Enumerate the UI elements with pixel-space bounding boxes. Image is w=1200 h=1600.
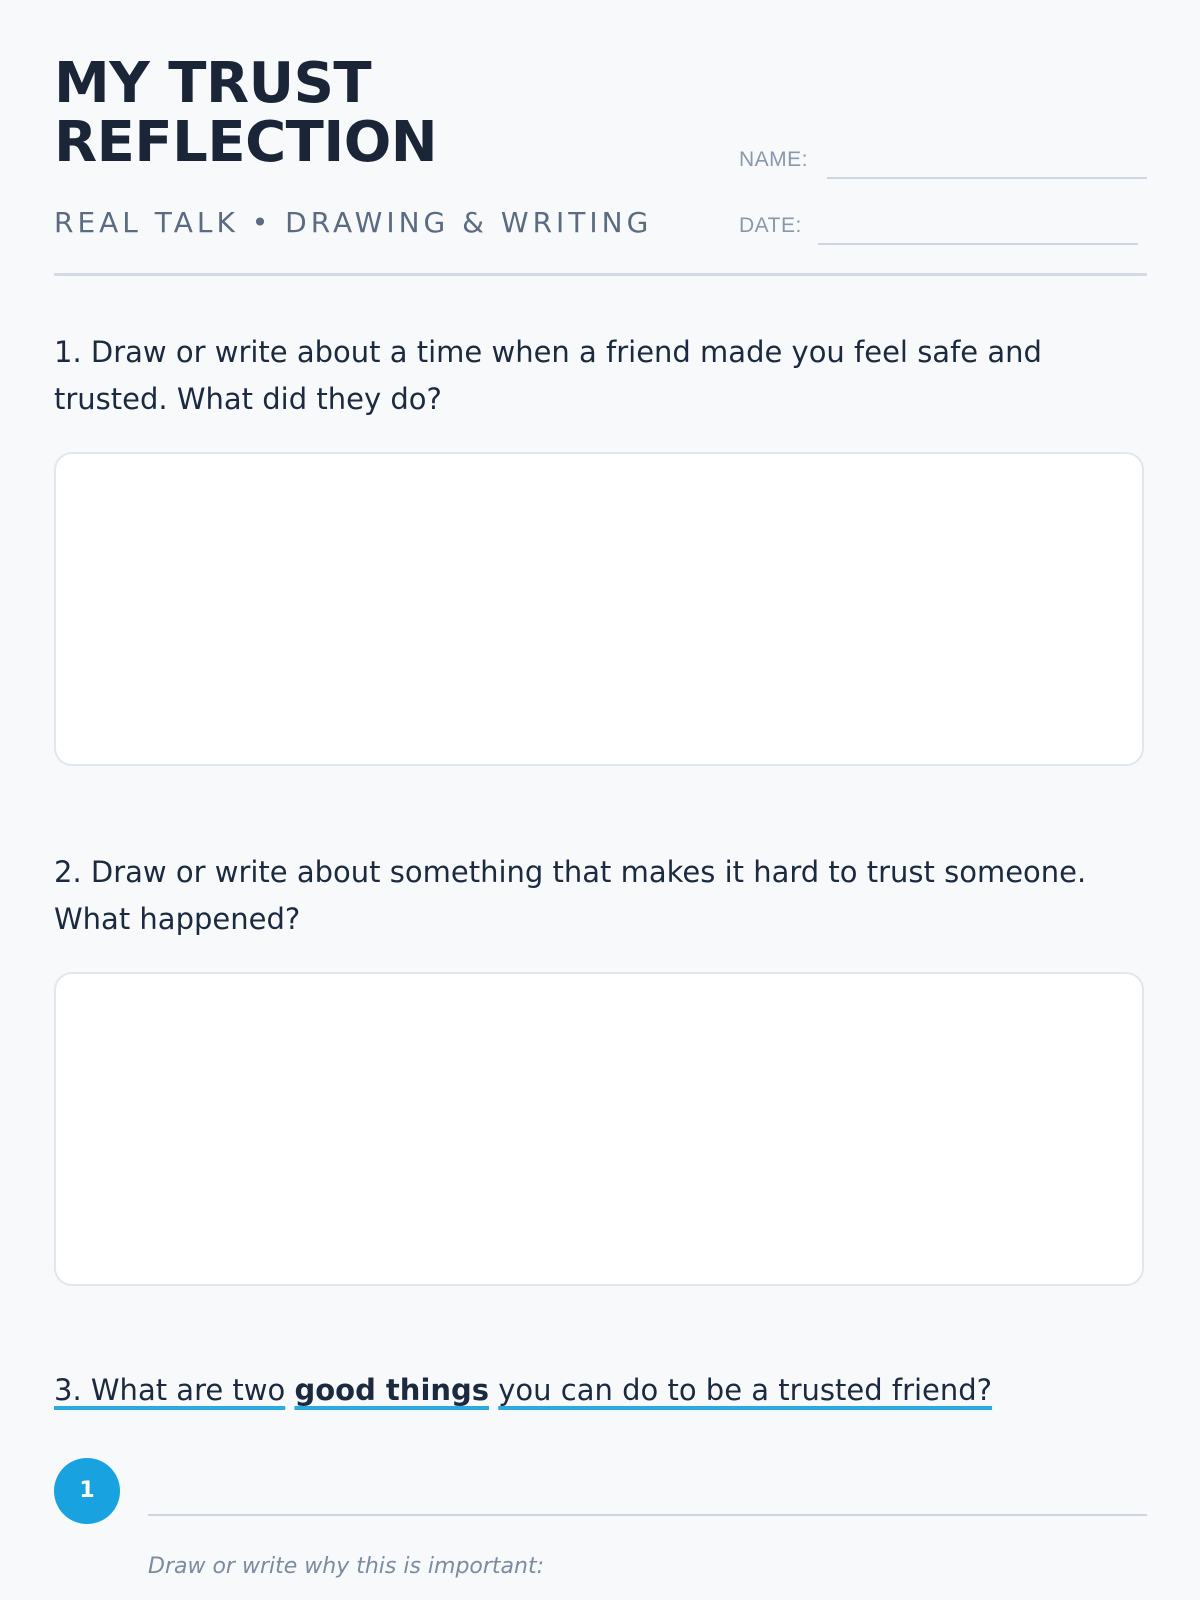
title-line-2: REFLECTION	[54, 110, 438, 175]
good-thing-1-field[interactable]	[148, 1514, 1147, 1516]
why-prompt-1: Draw or write why this is important:	[148, 1554, 545, 1579]
header-divider	[54, 273, 1147, 276]
number-badge-1: 1	[54, 1458, 120, 1524]
page-subtitle: REAL TALK • DRAWING & WRITING	[54, 206, 653, 239]
question-3-part-3: you can do to be a trusted friend?	[498, 1373, 993, 1407]
question-3-part-1: 3. What are two	[54, 1373, 286, 1407]
page-title	[54, 51, 438, 175]
answer-box-1[interactable]	[54, 452, 1144, 766]
answer-box-2[interactable]	[54, 972, 1144, 1286]
question-2: 2. Draw or write about something that makes it hard to trust someone. What happened?	[54, 855, 1087, 936]
date-label: DATE:	[739, 214, 802, 237]
question-1: 1. Draw or write about a time when a friend made you feel safe and trusted. What did they do?	[54, 335, 1042, 416]
name-label: NAME:	[739, 148, 809, 171]
title-line-1: MY TRUST	[54, 51, 372, 116]
question-3	[54, 1370, 992, 1410]
date-field[interactable]	[818, 243, 1138, 245]
name-field[interactable]	[827, 177, 1147, 179]
question-3-emphasis: good things	[294, 1373, 490, 1407]
